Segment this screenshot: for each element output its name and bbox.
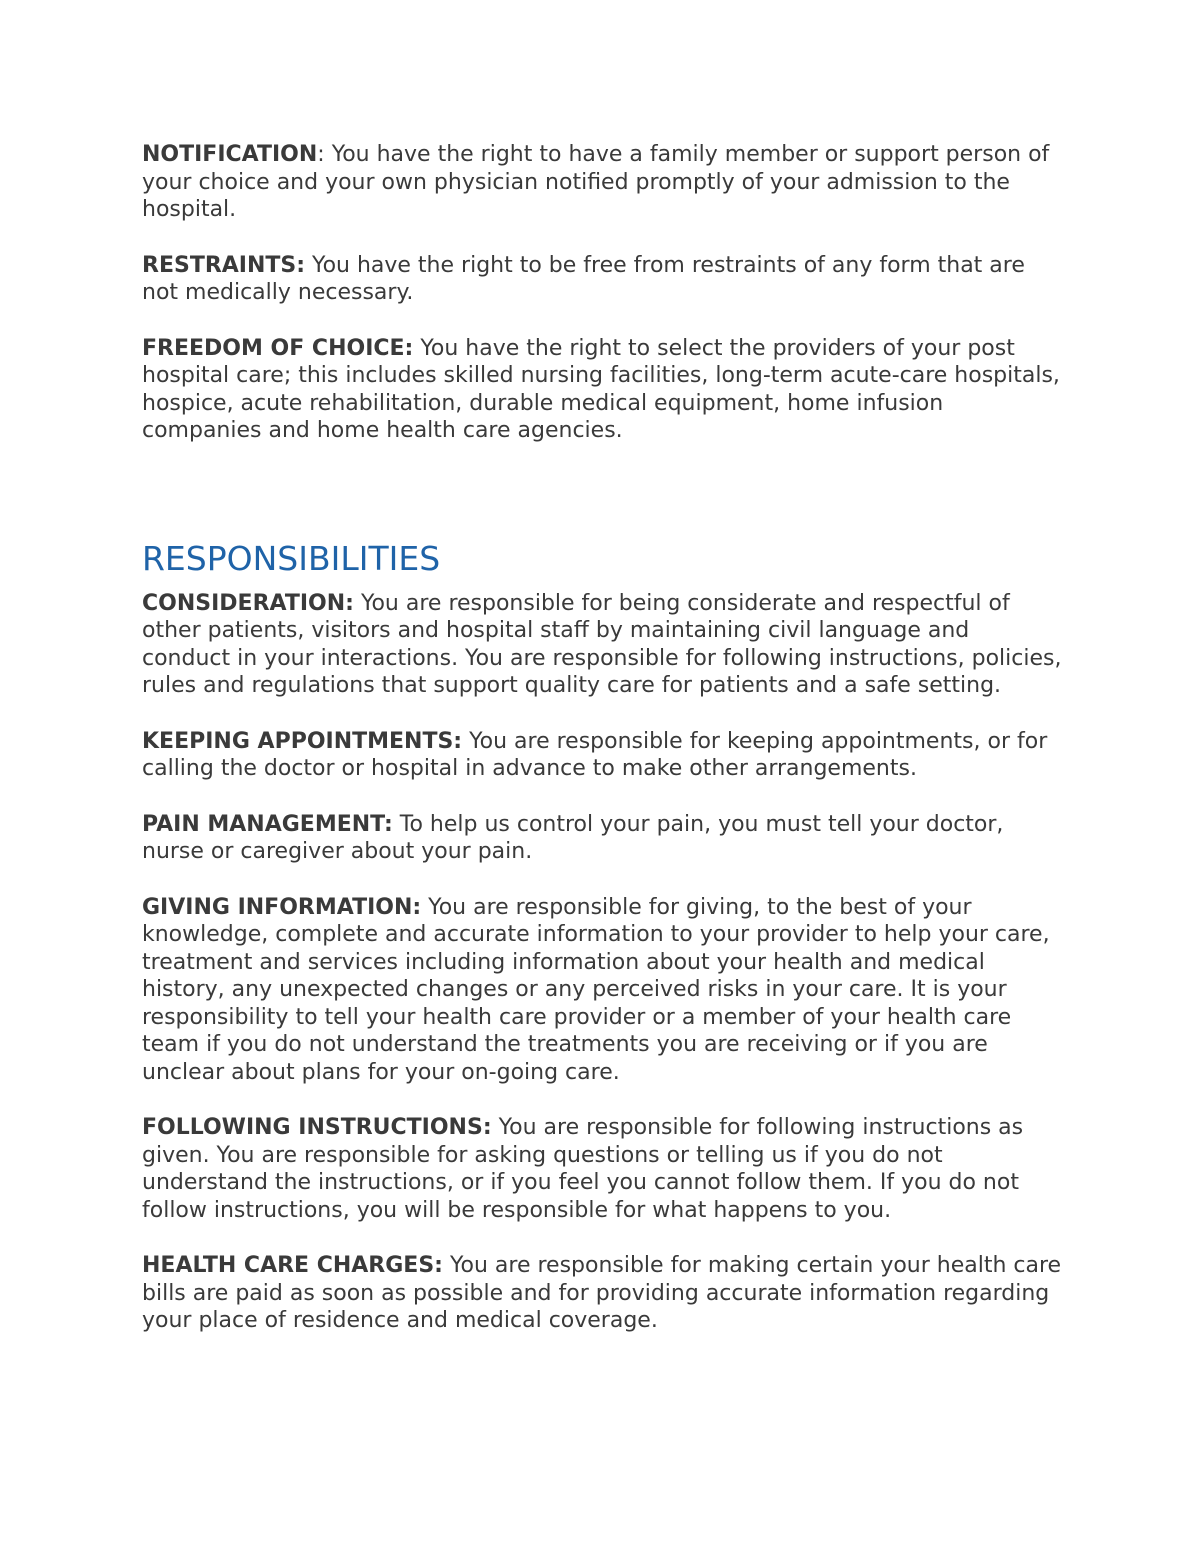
- term-separator: [354, 591, 361, 616]
- responsibility-keeping-appointments: [142, 728, 1062, 783]
- term-label: FOLLOWING INSTRUCTIONS:: [142, 1115, 492, 1140]
- term-label: GIVING INFORMATION:: [142, 894, 422, 920]
- document-page: [142, 141, 1062, 1363]
- term-description: To help us control your pain, you must tell your doctor, nurse or caregiver about your pain.: [142, 811, 1004, 864]
- term-label: CONSIDERATION:: [142, 590, 354, 616]
- section-spacer: [142, 473, 1062, 539]
- responsibility-pain-management: [142, 811, 1062, 866]
- term-description: You have the right to have a family member or support person of your choice and your own physician notified promptly of your admission to the hospital.: [142, 142, 1050, 222]
- responsibility-health-care-charges: [142, 1252, 1062, 1335]
- term-label: KEEPING APPOINTMENTS:: [142, 728, 463, 754]
- responsibility-giving-information: [142, 894, 1062, 1087]
- term-description: You are responsible for keeping appointments, or for calling the doctor or hospital in advance to make other arrangements.: [142, 728, 1048, 781]
- term-description: You are responsible for giving, to the best of your knowledge, complete and accurate information to your provider to help your care, treatment and services including information about your health and medical history, any unexpected changes or any perceived risks in your care. It is your responsibility to tell your health care provider or a member of your health care team if you do not understand the treatments you are receiving or if you are unclear about plans for your on-going care.: [142, 894, 1050, 1085]
- term-label: FREEDOM OF CHOICE:: [142, 335, 414, 361]
- term-separator: :: [317, 142, 332, 167]
- term-description: You have the right to be free from restraints of any form that are not medically necessary.: [142, 252, 1025, 305]
- term-separator: [305, 253, 312, 278]
- term-description: You are responsible for following instructions as given. You are responsible for asking questions or telling us if you do not understand the instructions, or if you feel you cannot follow them. If you do not follow instructions, you will be responsible for what happens to you.: [142, 1115, 1024, 1223]
- term-separator: [393, 812, 400, 837]
- rights-notification: [142, 141, 1062, 224]
- responsibility-following-instructions: [142, 1114, 1062, 1224]
- responsibility-consideration: [142, 590, 1062, 700]
- rights-freedom-of-choice: [142, 335, 1062, 445]
- term-description: You are responsible for being considerate and respectful of other patients, visitors and hospital staff by maintaining civil language and conduct in your interactions. You are responsible for following instructions, policies, rules and regulations that support quality care for patients and a safe setting.: [142, 590, 1062, 698]
- term-label: PAIN MANAGEMENT:: [142, 811, 393, 837]
- term-label: RESTRAINTS:: [142, 252, 306, 278]
- term-label: HEALTH CARE CHARGES:: [142, 1253, 443, 1278]
- term-description: You are responsible for making certain your health care bills are paid as soon as possible and for providing accurate information regarding your place of residence and medical coverage.: [142, 1253, 1062, 1333]
- term-label: NOTIFICATION: [142, 142, 318, 167]
- responsibilities-heading: RESPONSIBILITIES: [142, 538, 441, 578]
- term-separator: [492, 1115, 499, 1140]
- rights-restraints: [142, 252, 1062, 307]
- term-separator: [443, 1253, 450, 1278]
- term-description: You have the right to select the providers of your post hospital care; this includes skilled nursing facilities, long-term acute-care hospitals, hospice, acute rehabilitation, durable medical equipment, home infusion companies and home health care agencies.: [142, 335, 1060, 443]
